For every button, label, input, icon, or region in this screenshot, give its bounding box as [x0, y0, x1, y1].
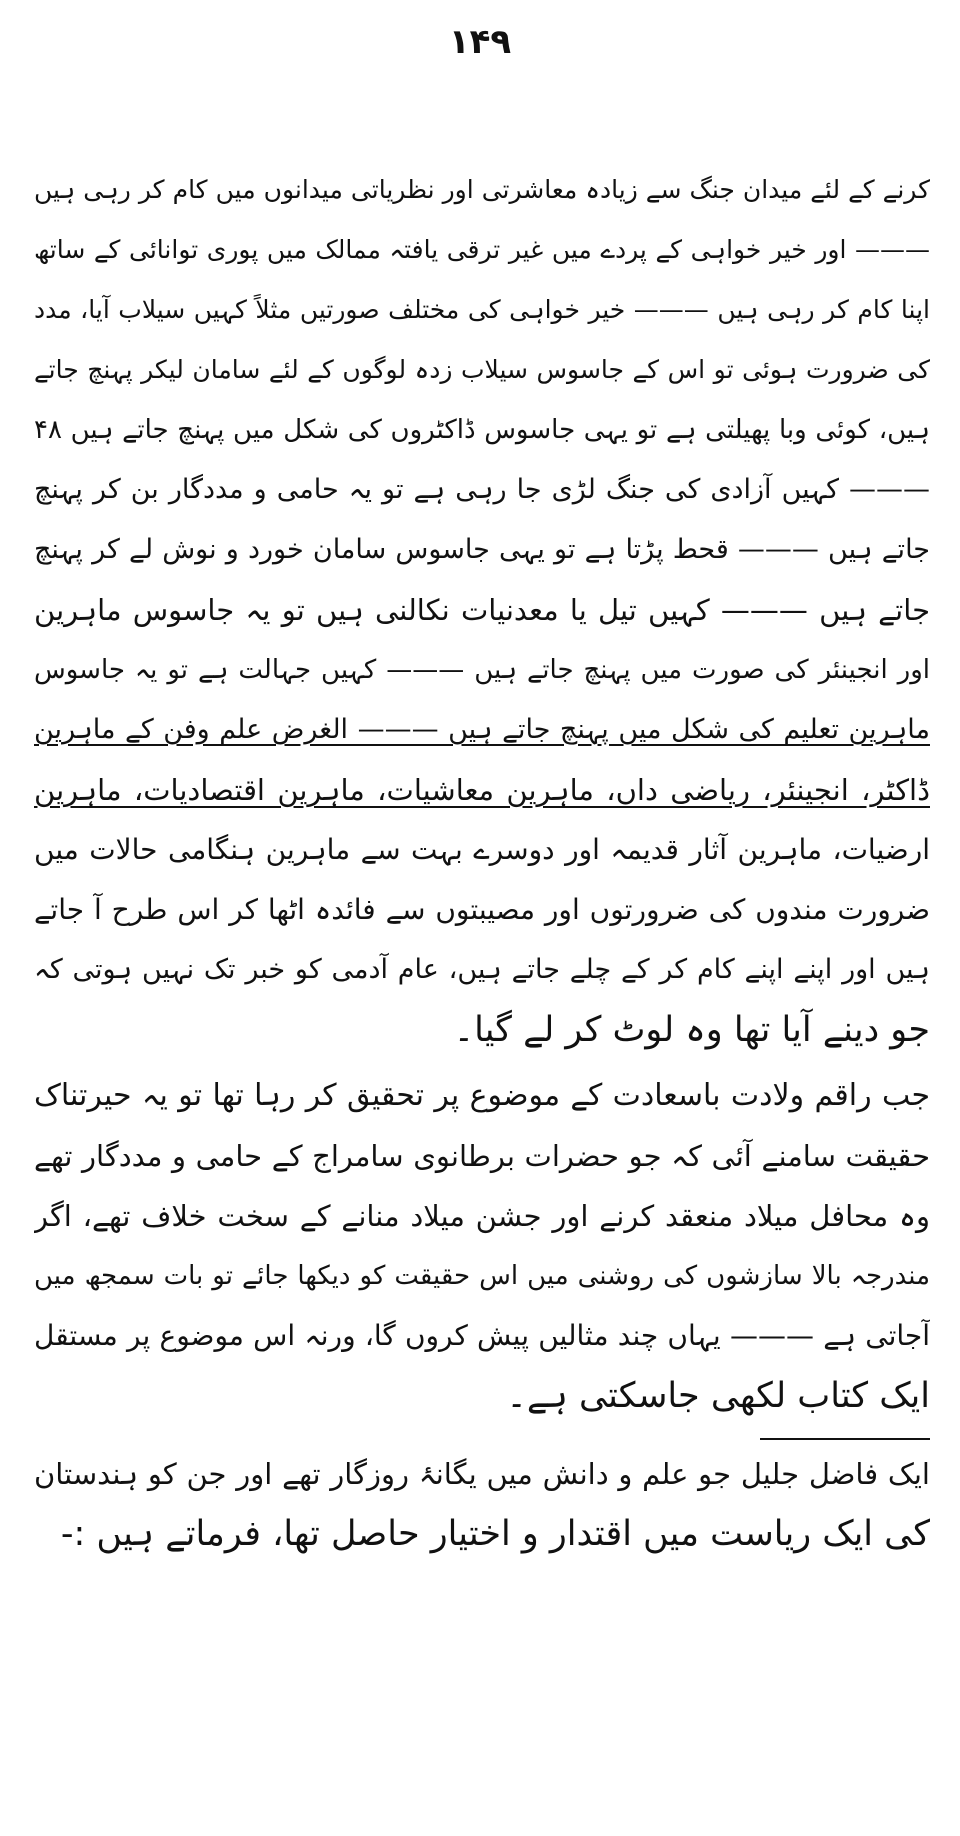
- text-line: ——— کہیں آزادی کی جنگ لڑی جا رہی ہے تو یہ حامی و مددگار بن کر پہنچ: [34, 474, 930, 505]
- text-line: ہیں، کوئی وبا پھیلتی ہے تو یہی جاسوس ڈاکٹروں کی شکل میں پہنچ جاتے ہیں ۴۸: [34, 415, 930, 445]
- text-line: کی ضرورت ہوئی تو اس کے جاسوس سیلاب زدہ لوگوں کے لئے سامان لیکر پہنچ جاتے: [34, 355, 930, 384]
- text-line: آجاتی ہے ——— یہاں چند مثالیں پیش کروں گا، ورنہ اس موضوع پر مستقل: [34, 1319, 930, 1352]
- text-line: جاتے ہیں ——— قحط پڑتا ہے تو یہی جاسوس سامان خورد و نوش لے کر پہنچ: [34, 534, 930, 565]
- page-number: ۱۴۹: [448, 22, 512, 62]
- text-line: حقیقت سامنے آئی کہ جو حضرات برطانوی سامراج کے حامی و مددگار تھے: [34, 1139, 930, 1173]
- text-line: جاتے ہیں ——— کہیں تیل یا معدنیات نکالنی ہیں تو یہ جاسوس ماہرین: [34, 593, 930, 627]
- text-line: کی ایک ریاست میں اقتدار و اختیار حاصل تھا، فرماتے ہیں :-: [60, 1514, 930, 1554]
- text-line: ضرورت مندوں کی ضرورتوں اور مصیبتوں سے فائدہ اٹھا کر اس طرح آ جاتے: [34, 893, 930, 926]
- text-line: ایک کتاب لکھی جاسکتی ہے۔: [506, 1376, 930, 1416]
- text-line: مندرجہ بالا سازشوں کی روشنی میں اس حقیقت کو دیکھا جائے تو بات سمجھ میں: [34, 1261, 930, 1291]
- text-line: ہیں اور اپنے اپنے کام کر کے چلے جاتے ہیں، عام آدمی کو خبر تک نہیں ہوتی کہ: [34, 954, 930, 985]
- text-line: جو دینے آیا تھا وہ لوٹ کر لے گیا۔: [453, 1010, 930, 1050]
- text-line: جب راقم ولادت باسعادت کے موضوع پر تحقیق کر رہا تھا تو یہ حیرتناک: [34, 1078, 930, 1113]
- text-line: اور انجینئر کی صورت میں پہنچ جاتے ہیں ——— کہیں جہالت ہے تو یہ جاسوس: [34, 655, 930, 685]
- text-line: وہ محافل میلاد منعقد کرنے اور جشن میلاد منانے کے سخت خلاف تھے، اگر: [34, 1199, 930, 1233]
- paragraph-2: [34, 1066, 930, 1426]
- footnote-rule: [760, 1438, 930, 1440]
- text-line: ——— اور خیر خواہی کے پردے میں غیر ترقی یافتہ ممالک میں پوری توانائی کے ساتھ: [34, 235, 930, 264]
- text-line: کرنے کے لئے میدان جنگ سے زیادہ معاشرتی اور نظریاتی میدانوں میں کام کر رہی ہیں: [34, 175, 930, 204]
- paragraph-1: [34, 160, 930, 1060]
- text-line: اپنا کام کر رہی ہیں ——— خیر خواہی کی مختلف صورتیں مثلاً کہیں سیلاب آیا، مدد: [34, 295, 930, 324]
- text-line: ارضیات، ماہرین آثار قدیمہ اور دوسرے بہت سے ماہرین ہنگامی حالات میں: [34, 833, 930, 866]
- text-line: ماہرین تعلیم کی شکل میں پہنچ جاتے ہیں ——— الغرض علم وفن کے ماہرین: [34, 714, 930, 745]
- document-body: [34, 160, 930, 1564]
- text-line: ڈاکٹر، انجینئر، ریاضی داں، ماہرین معاشیات، ماہرین اقتصادیات، ماہرین: [34, 773, 930, 807]
- paragraph-3: [34, 1444, 930, 1564]
- text-line: ایک فاضل جلیل جو علم و دانش میں یگانۂ روزگار تھے اور جن کو ہندستان: [34, 1457, 930, 1491]
